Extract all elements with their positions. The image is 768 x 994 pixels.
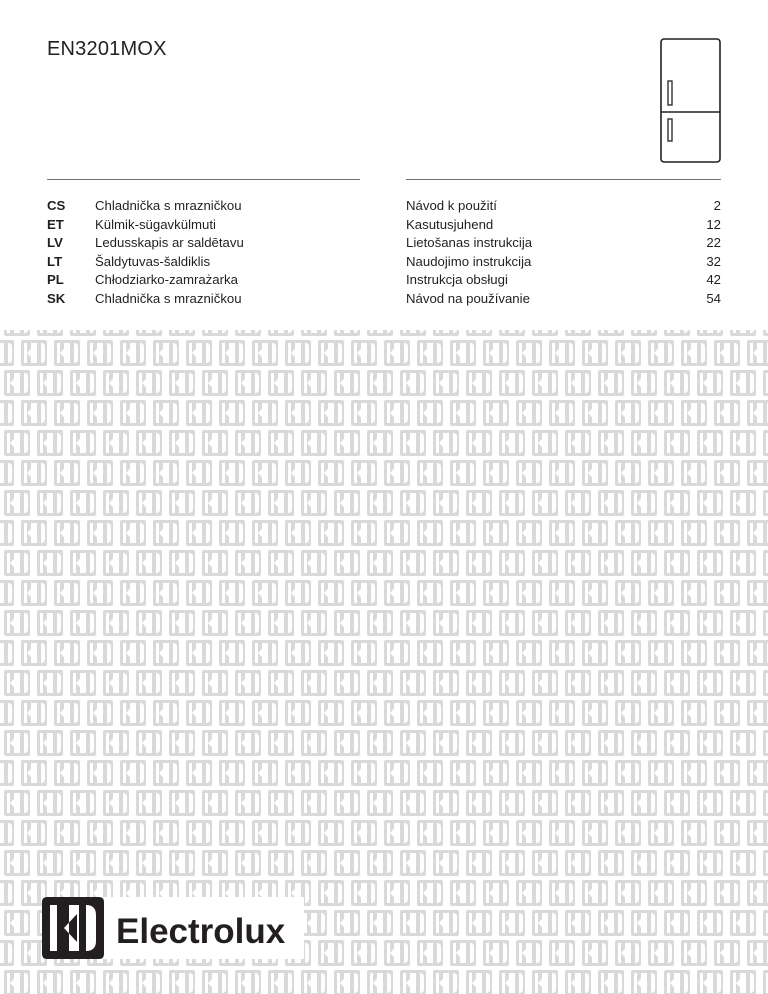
- brand-wordmark: Electrolux: [116, 912, 286, 951]
- page-number: 12: [706, 216, 721, 232]
- table-row: [0, 215, 768, 234]
- manual-title: Návod na používanie: [406, 290, 530, 306]
- language-code: ET: [47, 216, 64, 232]
- page-number: 54: [706, 290, 721, 306]
- manual-title: Naudojimo instrukcija: [406, 253, 532, 269]
- language-code: LV: [47, 235, 63, 250]
- page-number: 42: [706, 272, 721, 287]
- language-code: SK: [47, 290, 66, 306]
- manual-title: Instrukcja obsługi: [406, 272, 508, 287]
- product-name: Chłodziarko-zamrażarka: [95, 272, 238, 287]
- table-row: [0, 233, 768, 252]
- divider-right: [406, 179, 721, 180]
- product-name: Ledusskapis ar saldētavu: [95, 235, 244, 250]
- table-row: [0, 289, 768, 308]
- divider-left: [47, 179, 360, 180]
- manual-title: Lietošanas instrukcija: [406, 235, 533, 250]
- language-code: LT: [47, 253, 63, 269]
- model-number: EN3201MOX: [47, 38, 167, 60]
- electrolux-logo-icon: [42, 897, 104, 959]
- manual-title: Návod k použití: [406, 198, 497, 213]
- product-name: Külmik-sügavkülmuti: [95, 216, 216, 232]
- brand-logo: [42, 897, 304, 959]
- electrolux-pattern-icon: [0, 330, 768, 994]
- fridge-freezer-icon: [660, 38, 722, 164]
- manual-title: Kasutusjuhend: [406, 216, 494, 232]
- page-number: 22: [706, 235, 721, 250]
- product-name: Chladnička s mrazničkou: [95, 198, 242, 213]
- language-code: PL: [47, 272, 64, 287]
- language-code: CS: [47, 198, 66, 213]
- table-row: [0, 270, 768, 289]
- product-name: Šaldytuvas-šaldiklis: [95, 253, 211, 269]
- page-number: 2: [713, 198, 721, 213]
- table-row: [0, 252, 768, 271]
- table-row: [0, 196, 768, 215]
- page-number: 32: [706, 253, 721, 269]
- product-name: Chladnička s mrazničkou: [95, 290, 242, 306]
